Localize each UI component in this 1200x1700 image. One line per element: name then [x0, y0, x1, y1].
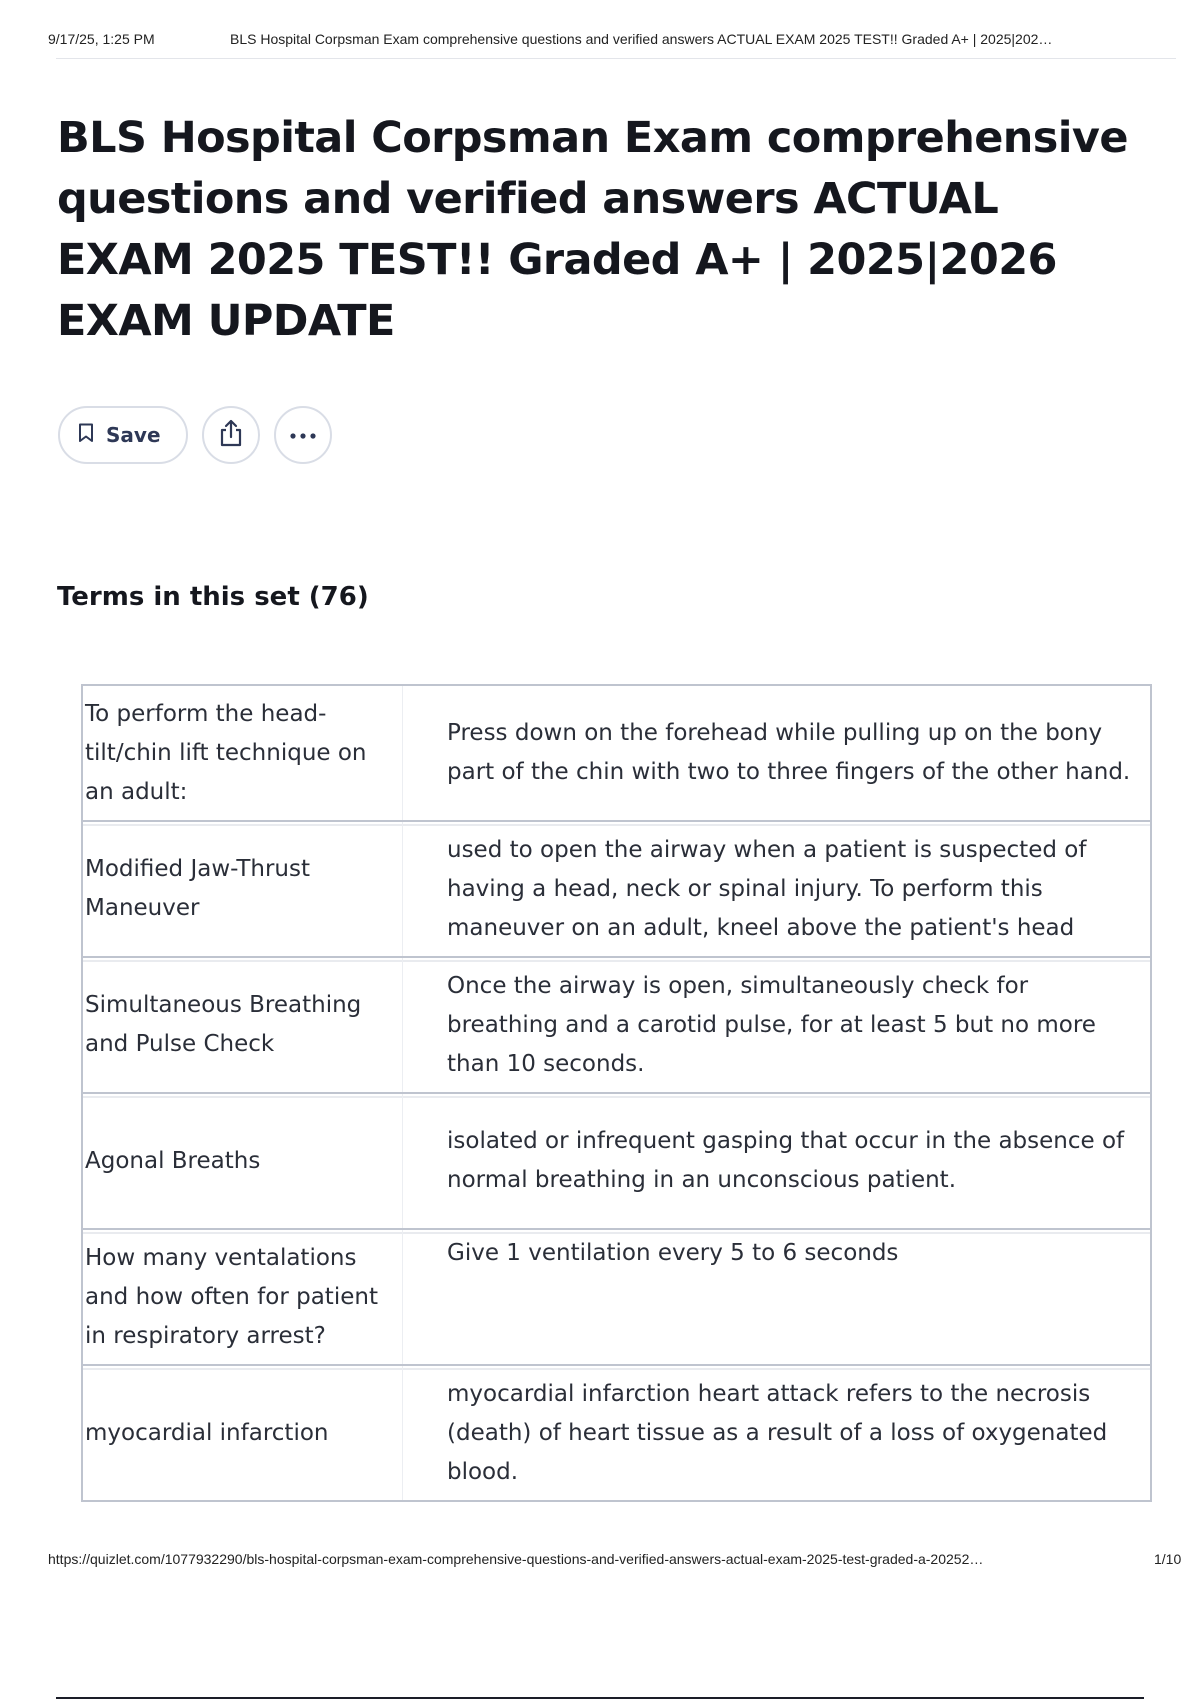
term-word: Agonal Breaths: [83, 1094, 403, 1228]
save-label: Save: [106, 423, 161, 447]
term-row: [83, 1230, 1150, 1366]
term-row: [83, 958, 1150, 1094]
term-row: [83, 822, 1150, 958]
term-definition: Once the airway is open, simultaneously check for breathing and a carotid pulse, for at least 5 but no more than 10 seconds.: [447, 972, 1096, 1077]
share-icon: [218, 419, 244, 452]
term-word: Modified Jaw-Thrust Maneuver: [83, 822, 403, 956]
term-definition: Press down on the forehead while pulling up on the bony part of the chin with two to three fingers of the other hand.: [447, 720, 1131, 785]
term-definition: Give 1 ventilation every 5 to 6 seconds: [447, 1240, 899, 1266]
save-button[interactable]: [58, 406, 188, 464]
print-header-title: BLS Hospital Corpsman Exam comprehensive questions and verified answers ACTUAL EXAM 2025 TEST!! Graded A+ | 2025|202…: [230, 31, 1053, 47]
term-word: To perform the head-tilt/chin lift technique on an adult:: [83, 686, 403, 820]
print-date: 9/17/25, 1:25 PM: [48, 31, 155, 47]
term-row: [83, 686, 1150, 822]
term-definition: isolated or infrequent gasping that occur in the absence of normal breathing in an unconscious patient.: [447, 1128, 1125, 1193]
bottom-divider: [56, 1697, 1144, 1699]
more-options-button[interactable]: [274, 406, 332, 464]
footer-url-link[interactable]: https://quizlet.com/1077932290/bls-hospital-corpsman-exam-comprehensive-questions-and-verified-answers-actual-exam-2025-test-graded-a-20252…: [48, 1551, 984, 1567]
header-divider: [56, 58, 1176, 59]
term-definition: used to open the airway when a patient is suspected of having a head, neck or spinal injury. To perform this maneuver on an adult, kneel above the patient's head: [447, 836, 1087, 941]
term-word: How many ventalations and how often for patient in respiratory arrest?: [83, 1230, 403, 1364]
term-word: Simultaneous Breathing and Pulse Check: [83, 958, 403, 1092]
share-button[interactable]: [202, 406, 260, 464]
terms-table: [81, 684, 1152, 1502]
print-header: [0, 0, 1200, 62]
more-icon: [290, 426, 316, 444]
bookmark-icon: [78, 423, 94, 448]
term-row: [83, 1094, 1150, 1230]
page-number: 1/10: [1154, 1551, 1182, 1567]
page-title: BLS Hospital Corpsman Exam comprehensive questions and verified answers ACTUAL EXAM 2025 TEST!! Graded A+ | 2025|2026 EXAM UPDATE: [57, 113, 1128, 346]
term-definition: myocardial infarction heart attack refers to the necrosis (death) of heart tissue as a result of a loss of oxygenated blood.: [447, 1380, 1108, 1485]
term-word: myocardial infarction: [83, 1366, 403, 1500]
terms-heading: Terms in this set (76): [57, 582, 369, 612]
term-row: [83, 1366, 1150, 1502]
